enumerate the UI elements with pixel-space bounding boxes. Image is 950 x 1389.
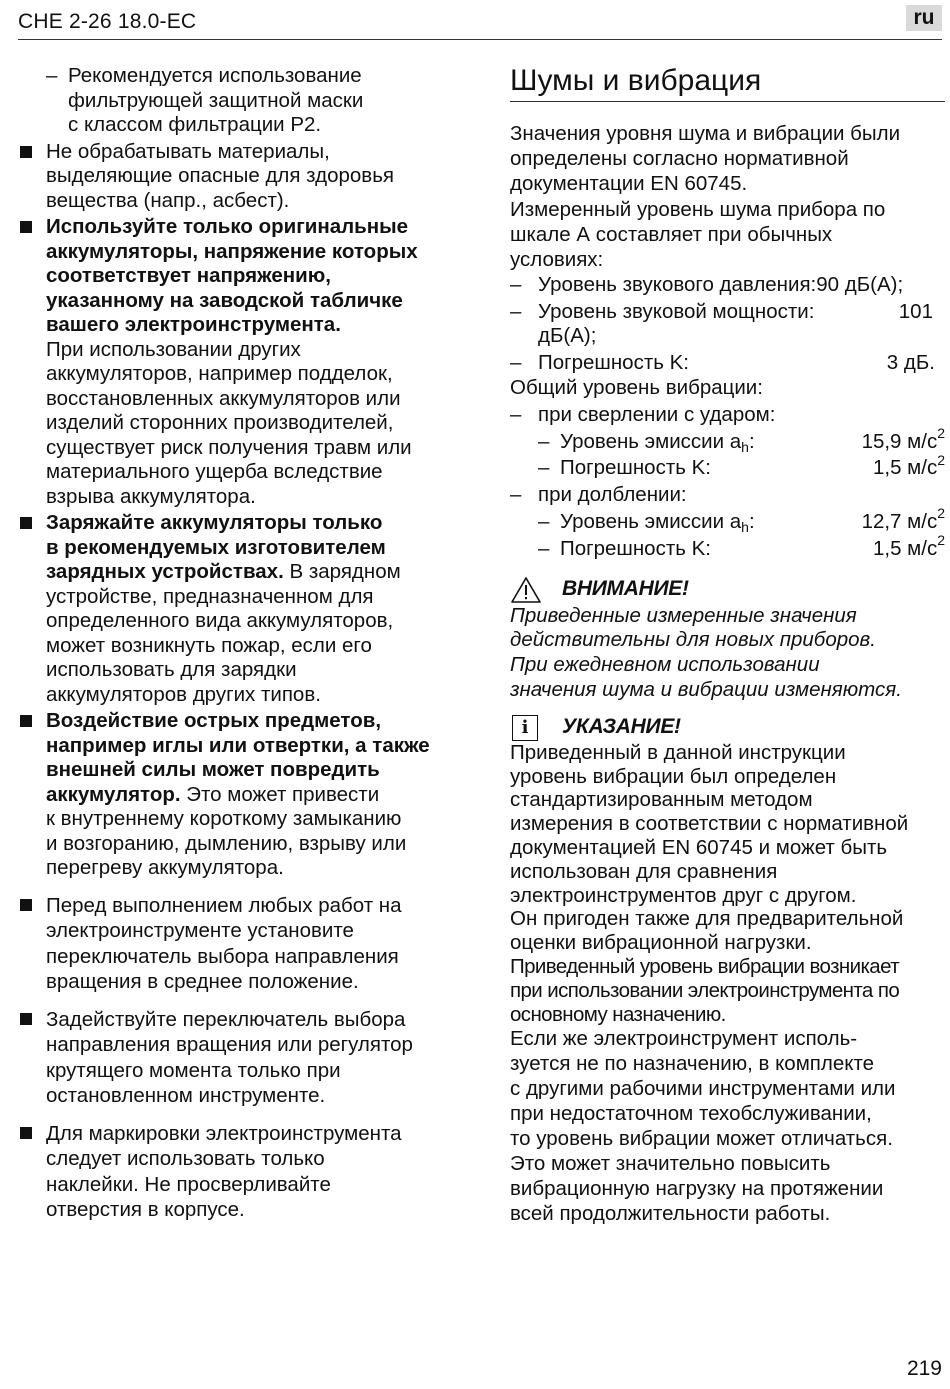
spec-value: [872, 531, 945, 562]
text-line: перегреву аккумулятора.: [46, 856, 284, 879]
mode-chiselling: [510, 483, 945, 508]
list-item-marking-stickers: [18, 1121, 458, 1223]
mode-hammer-drilling: [510, 403, 945, 428]
text-run: Это может привести: [180, 782, 380, 806]
text-line: Рекомендуется использование: [68, 64, 362, 87]
note-paragraph-2: [510, 907, 945, 955]
text-line: электроинструменте установите: [46, 919, 354, 942]
text-line: остановленном инструменте.: [46, 1084, 326, 1107]
spec-emission-drilling: [510, 424, 945, 455]
text-line: аккумуляторов, например подделок,: [46, 362, 393, 385]
text-line: действительны для новых приборов.: [510, 628, 876, 652]
text-line: восстановленных аккумуляторов или: [46, 386, 401, 410]
square-bullet-icon: [20, 146, 32, 158]
text-line: значения шума и вибрации изменяются.: [510, 677, 902, 701]
bold-line: аккумуляторы, напряжение которых: [46, 239, 418, 263]
text-line: фильтрующей защитной маски: [68, 88, 364, 112]
label-colon: :: [748, 509, 755, 533]
language-badge: ru: [906, 5, 942, 31]
dash-marker: –: [46, 64, 58, 87]
header-divider: [18, 39, 942, 40]
list-item-filter-mask: [18, 64, 458, 138]
page-number: 219: [906, 1357, 942, 1380]
text-line: Приведенные измеренные значения: [510, 603, 857, 627]
text-line: Он пригоден также для предварительной: [510, 907, 904, 931]
emission-label: Уровень эмиссии a: [560, 429, 742, 453]
spec-label: [560, 510, 862, 535]
spec-label: Уровень звукового давления:: [538, 272, 817, 296]
dash-marker: –: [510, 299, 522, 323]
section-title: Шумы и вибрация: [510, 64, 945, 102]
superscript-2: 2: [937, 424, 945, 441]
spec-label: Погрешность K:: [538, 351, 689, 375]
note-paragraph-4: [510, 1026, 945, 1226]
vibration-total-heading: Общий уровень вибрации:: [510, 375, 763, 399]
text-line: с классом фильтрации P2.: [68, 113, 322, 136]
text-line: Перед выполнением любых работ на: [46, 893, 402, 917]
list-item-original-batteries: [18, 215, 458, 509]
spec-sound-pressure: [510, 273, 945, 298]
spec-value: [872, 451, 945, 481]
dash-marker: –: [510, 272, 522, 296]
warning-heading: [510, 576, 945, 604]
bold-line: внешней силы может повредить: [46, 758, 380, 781]
text-line: существует риск получения травм или: [46, 435, 412, 459]
spec-label: Погрешность K:: [560, 536, 711, 560]
mode-label: при сверлении с ударом:: [538, 402, 776, 426]
square-bullet-icon: [20, 715, 32, 727]
spec-value: [861, 424, 945, 455]
bold-line: Заряжайте аккумуляторы только: [46, 511, 383, 534]
text-line: определенного вида аккумуляторов,: [46, 609, 394, 632]
spec-sound-power-unit: дБ(A);: [538, 324, 597, 348]
square-bullet-icon: [20, 1013, 32, 1025]
dash-marker: –: [538, 456, 550, 480]
dash-marker: –: [510, 351, 522, 375]
text-line: направления вращения или регулятор: [46, 1033, 413, 1056]
bold-line: Используйте только оригинальные: [46, 215, 409, 238]
spec-label: Погрешность K:: [560, 456, 711, 480]
spec-label: [560, 430, 862, 455]
text-line: всей продолжительности работы.: [510, 1202, 831, 1226]
superscript-2: 2: [937, 505, 945, 522]
text-line: оценки вибрационной нагрузки.: [510, 931, 812, 955]
superscript-2: 2: [937, 531, 945, 548]
text-line: использовать для зарядки: [46, 658, 297, 681]
text-line: электроинструментов друг с другом.: [510, 883, 857, 907]
text-line: документацией EN 60745 и может быть: [510, 835, 888, 859]
note-paragraph-3: [510, 955, 945, 1026]
text-line: отверстия в корпусе.: [46, 1198, 245, 1221]
spec-tolerance-drilling: [510, 451, 945, 481]
warning-triangle-icon: [510, 576, 542, 604]
bold-line: Воздействие острых предметов,: [46, 709, 382, 732]
text-line: взрыва аккумулятора.: [46, 484, 256, 508]
document-header-title: CHE 2-26 18.0-EC: [18, 10, 197, 33]
list-item-sharp-objects: [18, 709, 458, 881]
list-item-direction-switch-neutral: [18, 893, 458, 995]
spec-sound-power: [510, 300, 945, 325]
text-line: изделий сторонних производителей,: [46, 411, 394, 434]
dash-marker: –: [510, 483, 522, 507]
note-heading: [510, 715, 945, 741]
text-line: зуется не по назначению, в комплекте: [510, 1052, 875, 1076]
dash-marker: –: [538, 429, 550, 453]
text-line: определены согласно нормативной: [510, 146, 849, 170]
bold-run: аккумулятор.: [46, 782, 181, 806]
text-line: При использовании других: [46, 337, 301, 361]
spec-tolerance-chiselling: [510, 531, 945, 562]
left-column: [18, 64, 458, 1223]
text-line: при использовании электроинструмента по: [510, 978, 900, 1002]
mixed-line: [46, 783, 458, 808]
text-line: Значения уровня шума и вибрации были: [510, 122, 901, 145]
text-line: вибрационную нагрузку на протяжении: [510, 1177, 884, 1201]
text-line: Если же электроинструмент исполь-: [510, 1027, 858, 1051]
bold-run: зарядных устройствах.: [46, 560, 284, 583]
label-colon: :: [748, 429, 755, 453]
text-line: к внутреннему короткому замыканию: [46, 807, 402, 830]
text-line: измерения в соответствии с нормативной: [510, 812, 909, 836]
text-line: документации EN 60745.: [510, 171, 748, 195]
text-line: Приведенный в данной инструкции: [510, 740, 846, 764]
text-line: переключатель выбора направления: [46, 944, 399, 968]
value-text: 15,9 м/с: [861, 429, 938, 453]
value-text: 1,5 м/с: [872, 456, 938, 480]
spec-value: 3 дБ.: [886, 351, 935, 375]
text-line: шкале А составляет при обычных: [510, 223, 833, 247]
text-line: Для маркировки электроинструмента: [46, 1121, 402, 1145]
warning-title: ВНИМАНИЕ!: [562, 577, 689, 601]
text-line: При ежедневном использовании: [510, 653, 820, 677]
text-line: Задействуйте переключатель выбора: [46, 1007, 406, 1031]
text-line: основному назначению.: [510, 1002, 726, 1026]
text-line: и возгоранию, дымлению, взрыву или: [46, 831, 407, 855]
text-line: с другими рабочими инструментами или: [510, 1077, 896, 1101]
emission-label: Уровень эмиссии a: [560, 509, 742, 533]
mixed-line: [46, 560, 458, 585]
text-line: при недостаточном техобслуживании,: [510, 1102, 872, 1126]
text-line: уровень вибрации был определен: [510, 764, 837, 788]
dash-marker: –: [538, 536, 550, 560]
bold-line: например иглы или отвертки, а также: [46, 733, 430, 757]
text-line: условиях:: [510, 247, 604, 271]
text-line: стандартизированным методом: [510, 788, 813, 812]
text-line: то уровень вибрации может отличаться.: [510, 1127, 893, 1151]
list-item-switch-when-stopped: [18, 1007, 458, 1109]
list-item-hazardous-materials: [18, 140, 458, 214]
value-text: 12,7 м/с: [861, 509, 938, 533]
text-line: может возникнуть пожар, если его: [46, 633, 372, 657]
text-line: использован для сравнения: [510, 859, 778, 883]
text-line: наклейки. Не просверливайте: [46, 1172, 331, 1196]
text-line: выделяющие опасные для здоровья: [46, 164, 394, 187]
bold-line: в рекомендуемых изготовителем: [46, 535, 386, 559]
paragraph-standards: [510, 122, 945, 196]
text-line: аккумуляторов других типов.: [46, 682, 321, 706]
spec-label: Уровень звуковой мощности:: [538, 299, 815, 323]
dash-marker: –: [510, 402, 522, 426]
text-line: следует использовать только: [46, 1147, 325, 1170]
text-line: вращения в среднее положение.: [46, 970, 359, 993]
note-paragraph-1: [510, 741, 945, 908]
spec-value: 90 дБ(A);: [816, 272, 904, 296]
square-bullet-icon: [20, 221, 32, 233]
text-line: Приведенный уровень вибрации возникает: [510, 954, 900, 978]
info-icon: i: [512, 715, 538, 741]
spec-value: [861, 505, 945, 535]
text-line: Это может значительно повысить: [510, 1152, 831, 1176]
note-title: УКАЗАНИЕ!: [562, 715, 681, 739]
spec-value: 101: [898, 299, 933, 323]
bold-line: указанному на заводской табличке: [46, 288, 403, 312]
text-line: устройстве, предназначенном для: [46, 584, 374, 608]
mode-label: при долблении:: [538, 483, 687, 507]
square-bullet-icon: [20, 517, 32, 529]
value-text: 1,5 м/с: [872, 536, 938, 560]
subscript-h: h: [741, 518, 749, 535]
text-line: вещества (напр., асбест).: [46, 188, 290, 212]
bold-line: соответствует напряжению,: [46, 264, 331, 287]
spec-noise-tolerance: [510, 351, 945, 376]
bold-line: вашего электроинструмента.: [46, 313, 341, 336]
text-run: В зарядном: [283, 560, 401, 583]
square-bullet-icon: [20, 899, 32, 911]
superscript-2: 2: [937, 451, 945, 468]
text-line: Измеренный уровень шума прибора по: [510, 198, 886, 222]
list-item-recommended-chargers: [18, 511, 458, 707]
subscript-h: h: [741, 438, 749, 455]
text-line: материального ущерба вследствие: [46, 460, 383, 483]
right-column: [510, 64, 945, 1226]
square-bullet-icon: [20, 1127, 32, 1139]
text-line: Не обрабатывать материалы,: [46, 139, 330, 163]
text-line: крутящего момента только при: [46, 1058, 341, 1082]
warning-text: [510, 604, 945, 703]
spec-emission-chiselling: [510, 505, 945, 535]
paragraph-noise-measured: [510, 198, 945, 272]
dash-marker: –: [538, 509, 550, 533]
